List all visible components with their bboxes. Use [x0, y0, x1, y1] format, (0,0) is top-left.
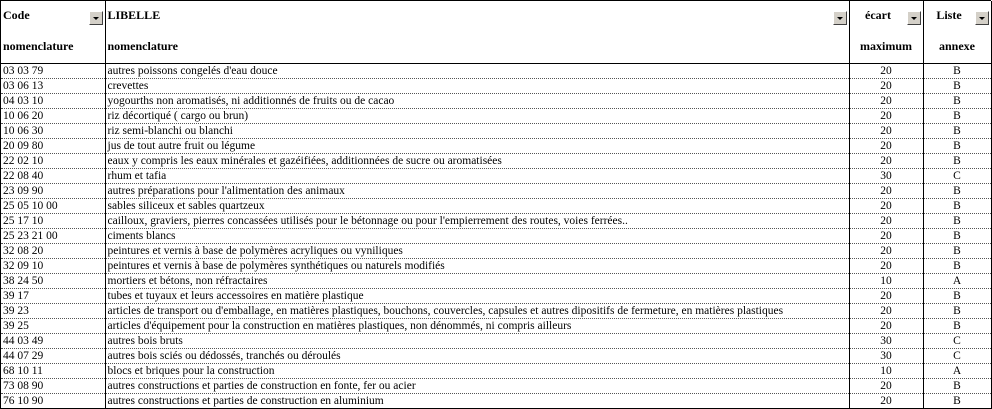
cell-libelle[interactable]: blocs et briques pour la construction — [105, 364, 849, 379]
table-row — [1, 394, 991, 409]
cell-ecart[interactable]: 30 — [849, 349, 923, 364]
cell-liste[interactable]: B — [923, 199, 991, 214]
cell-code[interactable]: 32 09 10 — [1, 259, 105, 274]
cell-code[interactable]: 03 03 79 — [1, 64, 105, 79]
cell-ecart[interactable]: 20 — [849, 229, 923, 244]
cell-code[interactable]: 38 24 50 — [1, 274, 105, 289]
filter-libelle-button[interactable] — [833, 11, 847, 25]
cell-ecart[interactable]: 20 — [849, 319, 923, 334]
header-ecart-sub: maximum — [849, 29, 923, 64]
table-row — [1, 109, 991, 124]
cell-liste[interactable]: C — [923, 169, 991, 184]
cell-libelle[interactable]: riz décortiqué ( cargo ou brun) — [105, 109, 849, 124]
cell-code[interactable]: 25 23 21 00 — [1, 229, 105, 244]
cell-liste[interactable]: A — [923, 274, 991, 289]
cell-ecart[interactable]: 20 — [849, 289, 923, 304]
cell-ecart[interactable]: 20 — [849, 394, 923, 409]
cell-ecart[interactable]: 30 — [849, 334, 923, 349]
cell-libelle[interactable]: sables siliceux et sables quartzeux — [105, 199, 849, 214]
cell-code[interactable]: 22 02 10 — [1, 154, 105, 169]
header-libelle — [105, 1, 849, 29]
filter-code-button[interactable] — [89, 11, 103, 25]
cell-code[interactable]: 03 06 13 — [1, 79, 105, 94]
table-row — [1, 334, 991, 349]
cell-liste[interactable]: B — [923, 289, 991, 304]
cell-liste[interactable]: B — [923, 109, 991, 124]
table-body — [1, 64, 991, 409]
table-row — [1, 79, 991, 94]
cell-code[interactable]: 25 05 10 00 — [1, 199, 105, 214]
cell-code[interactable]: 10 06 20 — [1, 109, 105, 124]
cell-code[interactable]: 39 23 — [1, 304, 105, 319]
cell-liste[interactable]: B — [923, 304, 991, 319]
cell-code[interactable]: 76 10 90 — [1, 394, 105, 409]
cell-libelle[interactable]: articles de transport ou d'emballage, en matières plastiques, bouchons, couvercles, capsules et autres dipositifs de fermeture, en matières plastiques — [105, 304, 849, 319]
cell-code[interactable]: 23 09 90 — [1, 184, 105, 199]
header-row-2 — [1, 29, 991, 64]
cell-ecart[interactable]: 20 — [849, 94, 923, 109]
cell-libelle[interactable]: peintures et vernis à base de polymères acryliques ou vyniliques — [105, 244, 849, 259]
cell-ecart[interactable]: 20 — [849, 379, 923, 394]
cell-liste[interactable]: B — [923, 214, 991, 229]
cell-code[interactable]: 39 25 — [1, 319, 105, 334]
cell-ecart[interactable]: 20 — [849, 124, 923, 139]
cell-liste[interactable]: B — [923, 319, 991, 334]
cell-ecart[interactable]: 20 — [849, 259, 923, 274]
cell-ecart[interactable]: 20 — [849, 304, 923, 319]
table-row — [1, 154, 991, 169]
header-code-label: Code — [3, 8, 30, 22]
table-row — [1, 244, 991, 259]
header-ecart — [849, 1, 923, 29]
cell-ecart[interactable]: 20 — [849, 79, 923, 94]
cell-liste[interactable]: A — [923, 364, 991, 379]
cell-code[interactable]: 32 08 20 — [1, 244, 105, 259]
cell-ecart[interactable]: 10 — [849, 274, 923, 289]
cell-liste[interactable]: B — [923, 79, 991, 94]
cell-liste[interactable]: B — [923, 94, 991, 109]
header-liste-label: Liste — [936, 8, 962, 22]
filter-ecart-button[interactable] — [907, 11, 921, 25]
table-row — [1, 349, 991, 364]
table-row — [1, 64, 991, 79]
header-code-sub: nomenclature — [1, 29, 105, 64]
cell-ecart[interactable]: 20 — [849, 199, 923, 214]
cell-ecart[interactable]: 20 — [849, 154, 923, 169]
cell-ecart[interactable]: 20 — [849, 244, 923, 259]
header-code — [1, 1, 105, 29]
table-row — [1, 184, 991, 199]
header-ecart-label: écart — [865, 8, 891, 22]
cell-liste[interactable]: B — [923, 259, 991, 274]
cell-code[interactable]: 73 08 90 — [1, 379, 105, 394]
cell-libelle[interactable]: jus de tout autre fruit ou légume — [105, 139, 849, 154]
cell-code[interactable]: 44 07 29 — [1, 349, 105, 364]
table-row — [1, 289, 991, 304]
cell-libelle[interactable]: autres bois bruts — [105, 334, 849, 349]
cell-liste[interactable]: B — [923, 379, 991, 394]
table-row — [1, 229, 991, 244]
cell-libelle[interactable]: rhum et tafia — [105, 169, 849, 184]
cell-liste[interactable]: B — [923, 124, 991, 139]
table-row — [1, 199, 991, 214]
cell-ecart[interactable]: 20 — [849, 214, 923, 229]
cell-liste[interactable]: B — [923, 154, 991, 169]
cell-libelle[interactable]: articles d'équipement pour la construction en matières plastiques, non dénommés, ni compris ailleurs — [105, 319, 849, 334]
cell-code[interactable]: 39 17 — [1, 289, 105, 304]
table-row — [1, 304, 991, 319]
table-row — [1, 124, 991, 139]
table-row — [1, 94, 991, 109]
cell-libelle[interactable]: autres poissons congelés d'eau douce — [105, 64, 849, 79]
cell-liste[interactable]: B — [923, 229, 991, 244]
table-row — [1, 139, 991, 154]
table-row — [1, 259, 991, 274]
cell-code[interactable]: 04 03 10 — [1, 94, 105, 109]
cell-liste[interactable]: B — [923, 64, 991, 79]
table-row — [1, 214, 991, 229]
table-row — [1, 379, 991, 394]
filter-liste-button[interactable] — [975, 11, 989, 25]
cell-liste[interactable]: C — [923, 349, 991, 364]
cell-libelle[interactable]: autres constructions et parties de construction en fonte, fer ou acier — [105, 379, 849, 394]
cell-code[interactable]: 44 03 49 — [1, 334, 105, 349]
cell-libelle[interactable]: peintures et vernis à base de polymères synthétiques ou naturels modifiés — [105, 259, 849, 274]
header-liste — [923, 1, 991, 29]
cell-libelle[interactable]: cailloux, graviers, pierres concassées utilisés pour le bétonnage ou pour l'empierrement des routes, voies ferrées.. — [105, 214, 849, 229]
table-row — [1, 169, 991, 184]
cell-libelle[interactable]: autres préparations pour l'alimentation des animaux — [105, 184, 849, 199]
cell-ecart[interactable]: 20 — [849, 109, 923, 124]
cell-libelle[interactable]: riz semi-blanchi ou blanchi — [105, 124, 849, 139]
cell-code[interactable]: 68 10 11 — [1, 364, 105, 379]
cell-liste[interactable]: B — [923, 394, 991, 409]
cell-ecart[interactable]: 20 — [849, 139, 923, 154]
cell-code[interactable]: 10 06 30 — [1, 124, 105, 139]
cell-ecart[interactable]: 20 — [849, 64, 923, 79]
cell-libelle[interactable]: crevettes — [105, 79, 849, 94]
header-libelle-sub: nomenclature — [105, 29, 849, 64]
cell-libelle[interactable]: autres bois sciés ou dédossés, tranchés ou déroulés — [105, 349, 849, 364]
cell-libelle[interactable]: mortiers et bétons, non réfractaires — [105, 274, 849, 289]
header-liste-sub: annexe — [923, 29, 991, 64]
cell-libelle[interactable]: ciments blancs — [105, 229, 849, 244]
cell-code[interactable]: 20 09 80 — [1, 139, 105, 154]
cell-liste[interactable]: B — [923, 139, 991, 154]
cell-liste[interactable]: B — [923, 184, 991, 199]
cell-libelle[interactable]: tubes et tuyaux et leurs accessoires en matière plastique — [105, 289, 849, 304]
table-row — [1, 274, 991, 289]
cell-libelle[interactable]: eaux y compris les eaux minérales et gazéifiées, additionnées de sucre ou aromatisées — [105, 154, 849, 169]
cell-libelle[interactable]: autres constructions et parties de construction en aluminium — [105, 394, 849, 409]
cell-ecart[interactable]: 10 — [849, 364, 923, 379]
cell-liste[interactable]: C — [923, 334, 991, 349]
cell-ecart[interactable]: 20 — [849, 184, 923, 199]
cell-code[interactable]: 22 08 40 — [1, 169, 105, 184]
header-libelle-label: LIBELLE — [107, 8, 161, 22]
cell-ecart[interactable]: 30 — [849, 169, 923, 184]
data-table — [1, 1, 992, 409]
table-row — [1, 319, 991, 334]
cell-code[interactable]: 25 17 10 — [1, 214, 105, 229]
header-row — [1, 1, 991, 29]
table-row — [1, 364, 991, 379]
cell-liste[interactable]: B — [923, 244, 991, 259]
cell-libelle[interactable]: yogourths non aromatisés, ni additionnés de fruits ou de cacao — [105, 94, 849, 109]
